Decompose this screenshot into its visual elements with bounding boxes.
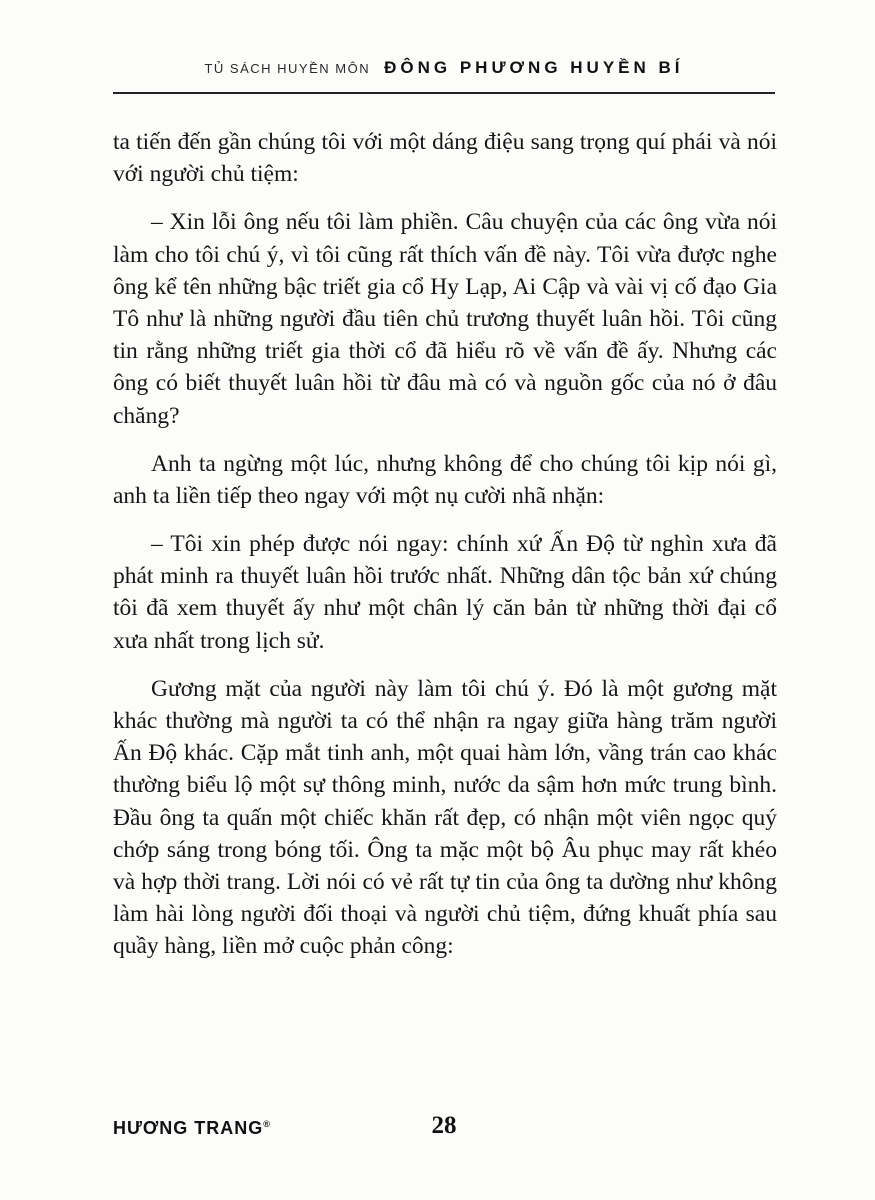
book-title: ĐÔNG PHƯƠNG HUYỀN BÍ — [384, 58, 684, 77]
series-title: TỦ SÁCH HUYỀN MÔN — [204, 61, 371, 76]
body-text — [113, 126, 777, 979]
page-header — [113, 58, 775, 78]
page-footer — [113, 1112, 775, 1152]
paragraph: ta tiến đến gần chúng tôi với một dáng điệu sang trọng quí phái và nói với người chủ tiệm: — [113, 129, 777, 188]
header-divider — [113, 92, 775, 94]
paragraph: – Tôi xin phép được nói ngay: chính xứ Ấn Độ từ nghìn xưa đã phát minh ra thuyết luân hồi trước nhất. Những dân tộc bản xứ chúng tôi đã xem thuyết ấy như một chân lý căn bản từ những thời đại cổ xưa nhất trong lịch sử. — [113, 531, 777, 654]
paragraph: Gương mặt của người này làm tôi chú ý. Đó là một gương mặt khác thường mà người ta có thể nhận ra ngay giữa hàng trăm người Ấn Độ khác. Cặp mắt tinh anh, một quai hàm lớn, vầng trán cao khác thường biểu lộ một sự thông minh, nước da sậm hơn mức trung bình. Đầu ông ta quấn một chiếc khăn rất đẹp, có nhận một viên ngọc quý chớp sáng trong bóng tối. Ông ta mặc một bộ Âu phục may rất khéo và hợp thời trang. Lời nói có vẻ rất tự tin của ông ta dường như không làm hài lòng người đối thoại và người chủ tiệm, đứng khuất phía sau quầy hàng, liền mở cuộc phản công: — [113, 675, 777, 960]
page-number: 28 — [431, 1112, 457, 1139]
publisher-name: HƯƠNG TRANG — [113, 1118, 264, 1138]
paragraph: Anh ta ngừng một lúc, nhưng không để cho chúng tôi kịp nói gì, anh ta liền tiếp theo ngay với một nụ cười nhã nhặn: — [113, 450, 777, 509]
registered-trademark-symbol: ® — [263, 1119, 271, 1129]
paragraph: – Xin lỗi ông nếu tôi làm phiền. Câu chuyện của các ông vừa nói làm cho tôi chú ý, vì tôi cũng rất thích vấn đề này. Tôi vừa được nghe ông kể tên những bậc triết gia cổ Hy Lạp, Ai Cập và vài vị cố đạo Gia Tô như là những người đầu tiên chủ trương thuyết luân hồi. Tôi cũng tin rằng những triết gia thời cổ đã hiểu rõ về vấn đề ấy. Nhưng các ông có biết thuyết luân hồi từ đâu mà có và nguồn gốc của nó ở đâu chăng? — [113, 209, 777, 429]
